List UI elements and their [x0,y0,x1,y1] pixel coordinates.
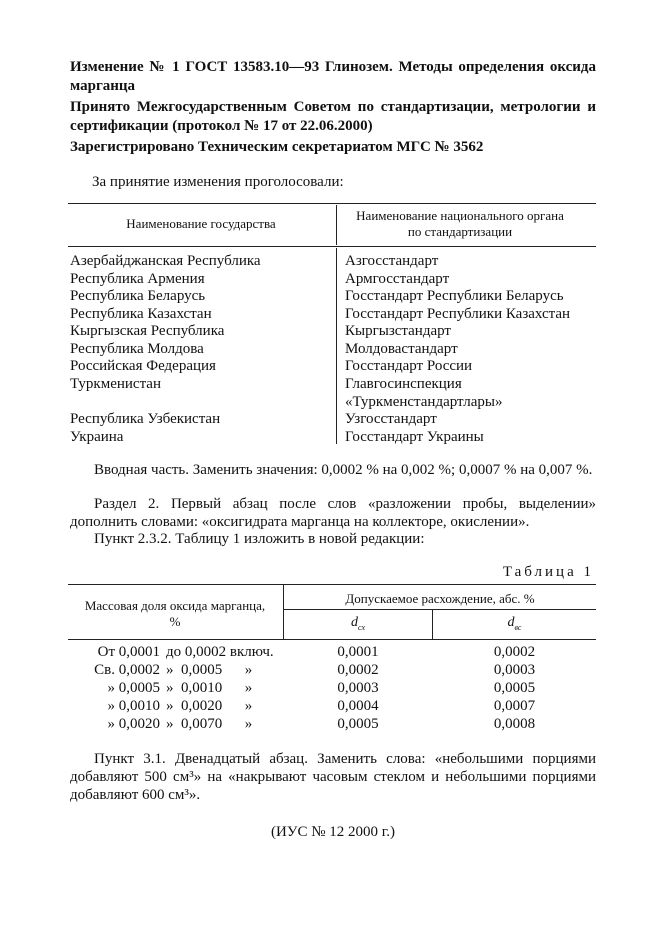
voting-row-body: Госстандарт России [345,358,473,374]
voting-row-body: Узгосстандарт [345,411,437,427]
table1-row-d1: 0,0002 [337,662,379,678]
table1-row-from: » 0,0020 [107,716,160,732]
table1-sub-d2: $d_{вс}$ [507,615,522,632]
voting-row-state: Кыргызская Республика [70,323,225,339]
item232-change: Пункт 2.3.2. Таблицу 1 изложить в новой редакции: [94,531,425,547]
voting-col-state: Наименование государства [126,216,276,231]
intro-part-change: Вводная часть. Заменить значения: 0,0002 % на 0,002 %; 0,0007 % на 0,007 %. [94,462,593,478]
voting-row-body: Азгосстандарт [345,253,439,269]
table1-row-d2: 0,0003 [493,662,536,678]
table1-header-rule [68,639,596,640]
voting-row-body: Молдовастандарт [345,341,458,357]
voting-row-body: Госстандарт Украины [345,429,484,445]
voting-row-body: Кыргызстандарт [345,323,451,339]
table1-row-from: От 0,0001 [97,644,160,660]
table1-row-d1: 0,0003 [337,680,379,696]
table1-row-to: » 0,0020 » [166,698,253,714]
table1-row-to: » 0,0010 » [166,680,253,696]
table1-sub-d1: $d_{сх}$ [351,615,365,632]
voting-row-state: Республика Узбекистан [70,411,221,427]
footer-reference: (ИУС № 12 2000 г.) [271,824,395,840]
table1-row-d1: 0,0001 [337,644,379,660]
voting-row-state: Республика Беларусь [70,288,206,304]
table1-row-d2: 0,0008 [493,716,536,732]
voting-col-body: Наименование национального органа по стандартизации [356,208,564,239]
voting-row-state: Азербайджанская Республика [70,253,261,269]
table1-row-to: до 0,0002 включ. [166,644,274,660]
registered-note: Зарегистрировано Техническим секретариатом МГС № 3562 [70,139,484,155]
voting-row-body: Госстандарт Республики Беларусь [345,288,564,304]
voting-table-top-rule [68,203,596,204]
voting-row-state: Российская Федерация [70,358,216,374]
voting-table-header-rule [68,246,596,247]
table1-row-to: » 0,0005 » [166,662,253,678]
table1-row-from: » 0,0010 [107,698,160,714]
table1-row-to: » 0,0070 » [166,716,253,732]
voting-table-body-divider [336,248,337,444]
voting-row-state: Республика Армения [70,271,205,287]
table1-row-d2: 0,0002 [493,644,536,660]
table1-row-d1: 0,0004 [337,698,379,714]
voting-table-header-divider [336,205,337,245]
voting-row-state: Туркменистан [70,376,161,392]
voting-row-body: Главгосинспекция «Туркменстандартлары» [345,376,503,410]
table1-row-d2: 0,0007 [493,698,536,714]
item31-change: Пункт 3.1. Двенадцатый абзац. Заменить слова: «небольшими порциями добавляют 500 см³» на «накрывают часовым стеклом и небольшими порциями добавляют 600 см³». [70,751,596,803]
table1-subheader-rule [283,609,596,610]
voting-row-state: Украина [70,429,124,445]
adopted-note: Принято Межгосударственным Советом по стандартизации, метрологии и сертификации (протокол № 17 от 22.06.2000) [70,99,596,134]
table1-row-from: Св. 0,0002 [94,662,160,678]
voting-row-body: Госстандарт Республики Казахстан [345,306,571,322]
voting-intro: За принятие изменения проголосовали: [92,174,344,190]
table1-top-rule [68,584,596,585]
table1-row-from: » 0,0005 [107,680,160,696]
document-title: Изменение № 1 ГОСТ 13583.10—93 Глинозем. Методы определения оксида марганца [70,59,596,94]
table1-col-allowed: Допускаемое расхождение, абс. % [345,591,535,606]
table1-row-d1: 0,0005 [337,716,379,732]
section2-change: Раздел 2. Первый абзац после слов «разложении пробы, выделении» дополнить словами: «оксигидрата марганца на коллекторе, окислении». [70,496,596,530]
voting-row-body: Армгосстандарт [345,271,450,287]
voting-row-state: Республика Молдова [70,341,204,357]
table1-col-mass: Массовая доля оксида марганца, % [84,598,266,629]
voting-row-state: Республика Казахстан [70,306,212,322]
table1-row-d2: 0,0005 [493,680,536,696]
table1-caption: Таблица 1 [502,564,594,580]
